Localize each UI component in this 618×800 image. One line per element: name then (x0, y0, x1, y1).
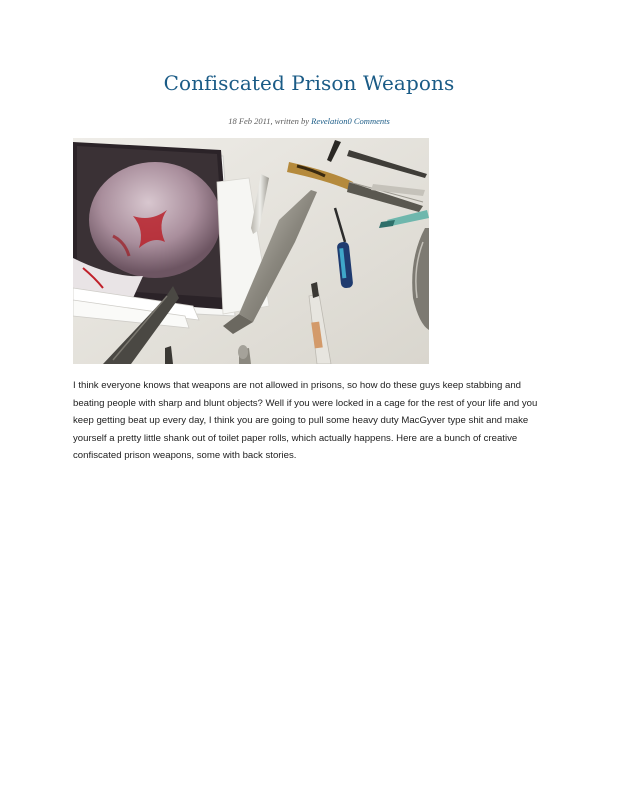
article-date-byline: 18 Feb 2011, written by (228, 116, 312, 126)
article-title[interactable]: Confiscated Prison Weapons (163, 71, 455, 95)
article-photo (73, 138, 429, 364)
author-link[interactable]: Revelation0 Comments (311, 116, 390, 126)
confiscated-weapons-image (73, 138, 429, 364)
article-body: I think everyone knows that weapons are not allowed in prisons, so how do these guys keep stabbing and beating people with sharp and blunt objects? Well if you were locked in a cage for the rest of your life and you keep getting beat up every day, I think you are going to pull some heavy duty MacGyver type shit and make yourself a pretty little shank out of toilet paper rolls, which actually happens. Here are a bunch of creative confiscated prison weapons, some with back stories. (73, 380, 538, 461)
article-meta (0, 116, 618, 126)
